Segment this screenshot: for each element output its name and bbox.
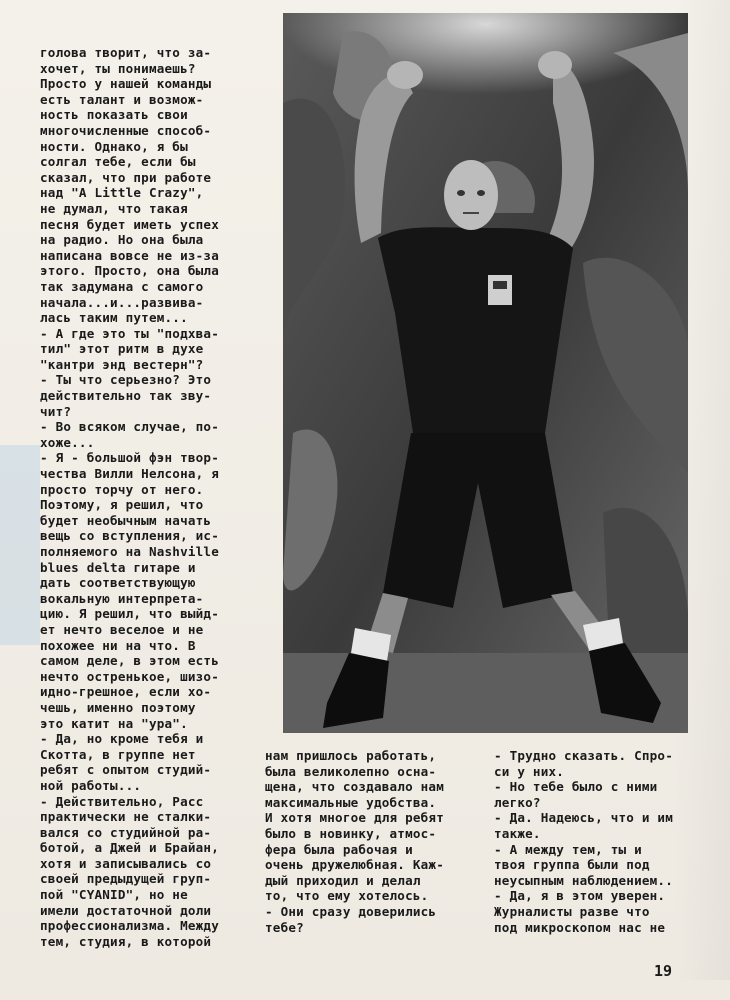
text-line: солгал тебе, если бы [40,154,196,170]
text-line: - Да. Надеюсь, что и им [494,810,673,826]
text-line: голова творит, что за- [40,45,212,60]
text-line: тил" этот ритм в духе [40,341,204,357]
text-line: blues delta гитаре и [40,559,196,575]
article-column-middle [265,748,480,935]
band-member-photo [283,13,688,733]
text-line: - Да, но кроме тебя и [40,731,204,747]
text-line: хотя и записывались со [40,855,212,871]
text-line: под микроскопом нас не [494,919,666,935]
text-line: имели достаточной доли [40,902,212,918]
text-line: ность показать свои [40,107,188,123]
text-line: начала...и...развива- [40,294,204,310]
text-line: пой "CYANID", но не [40,887,188,903]
text-line: нечто остренькое, шизо- [40,668,219,684]
text-line: Журналисты разве что [494,903,650,919]
text-line: И хотя многое для ребят [265,810,444,826]
text-line: над "A Little Crazy", [40,185,204,201]
text-line: - А где это ты "подхва- [40,325,219,341]
text-line: есть талант и возмож- [40,91,204,107]
text-line: тем, студия, в которой [40,933,212,949]
text-line: многочисленные способ- [40,122,212,138]
text-line: чества Вилли Нелсона, я [40,466,219,482]
text-line: чит? [40,403,72,419]
text-line: - Во всяком случае, по- [40,419,219,435]
text-line: - Да, я в этом уверен. [494,888,666,904]
text-line: не думал, что такая [40,200,188,216]
text-line: - Ты что серьезно? Это [40,372,212,388]
text-line: - Действительно, Расс [40,793,204,809]
text-line: была великолепно осна- [265,763,437,779]
text-line: - Я - большой фэн твор- [40,450,219,466]
text-line: максимальные удобства. [265,794,437,810]
text-line: практически не сталки- [40,809,212,825]
text-line: было в новинку, атмос- [265,825,437,841]
text-line: идно-грешное, если хо- [40,684,212,700]
text-line: ботой, а Джей и Брайан, [40,840,219,856]
text-line: хочет, ты понимаешь? [40,60,196,76]
text-line: неусыпным наблюдением.. [494,872,673,888]
text-line: си у них. [494,763,565,779]
text-line: щена, что создавало нам [265,779,444,795]
text-line: легко? [494,794,541,810]
text-line: Скотта, в группе нет [40,746,196,762]
text-line: вещь со вступления, ис- [40,528,219,544]
text-line: нам пришлось работать, [265,748,437,763]
text-line: Поэтому, я решил, что [40,497,204,513]
page-number: 19 [654,962,673,980]
text-line: написана вовсе не из-за [40,247,219,263]
text-line: своей предыдущей груп- [40,871,212,887]
text-line: вался со студийной ра- [40,824,212,840]
text-line: ребят с опытом студий- [40,762,212,778]
text-line: - Но тебе было с ними [494,779,658,795]
text-line: твоя группа были под [494,857,650,873]
text-line: дый приходил и делал [265,872,421,888]
text-line: цию. Я решил, что выйд- [40,606,219,622]
text-line: песня будет иметь успех [40,216,219,232]
text-line: полняемого на Nashville [40,544,219,559]
text-line: ности. Однако, я бы [40,138,188,154]
text-line: будет необычным начать [40,512,212,528]
text-line: - Трудно сказать. Спро- [494,748,673,763]
text-line: то, что ему хотелось. [265,888,429,904]
text-line: хоже... [40,434,95,450]
text-line: ной работы... [40,777,142,793]
bleed-through-tint [0,445,40,645]
text-line: очень дружелюбная. Каж- [265,857,444,873]
text-line: чешь, именно поэтому [40,699,196,715]
text-line: тебе? [265,919,304,935]
text-line: - А между тем, ты и [494,841,642,857]
text-line: похожее ни на что. В [40,637,196,653]
article-column-left [40,45,277,949]
text-line: Просто у нашей команды [40,76,212,92]
text-line: фера была рабочая и [265,841,413,857]
article-column-right [494,748,706,935]
text-line: на радио. Но она была [40,232,204,248]
text-line: это катит на "ура". [40,715,188,731]
text-line: - Они сразу доверились [265,903,437,919]
text-line: сказал, что при работе [40,169,212,185]
text-line: дать соответствующую [40,575,196,591]
text-line: действительно так зву- [40,388,212,404]
text-line: профессионализма. Между [40,918,219,934]
text-line: так задумана с самого [40,278,204,294]
text-line: этого. Просто, она была [40,263,219,279]
person-photo-icon [283,13,688,733]
text-line: лась таким путем... [40,310,188,326]
text-line: просто торчу от него. [40,481,204,497]
text-line: вокальную интерпрета- [40,590,204,606]
text-line: ет нечто веселое и не [40,621,204,637]
text-line: также. [494,825,541,841]
text-line: самом деле, в этом есть [40,653,219,669]
text-line: "кантри энд вестерн"? [40,356,204,372]
